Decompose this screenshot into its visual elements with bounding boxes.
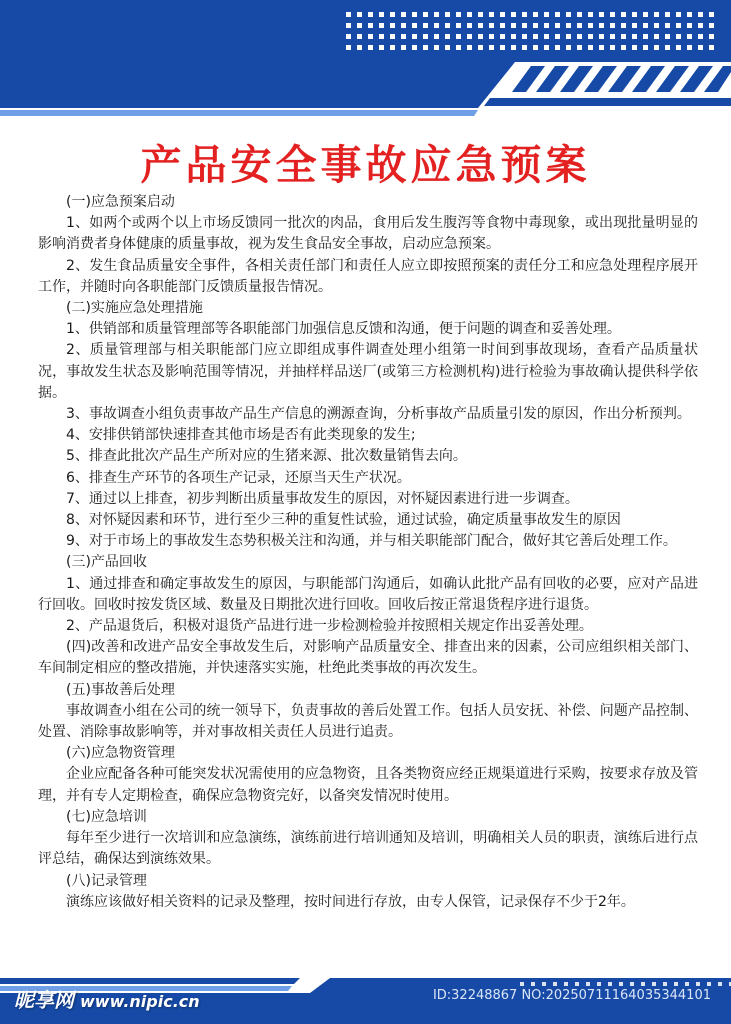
decorative-dot <box>577 12 582 17</box>
decorative-dot <box>412 34 417 39</box>
decorative-dot <box>643 12 648 17</box>
decorative-dot <box>368 34 373 39</box>
decorative-dot <box>522 45 527 50</box>
decorative-dot <box>544 34 549 39</box>
decorative-dot <box>586 982 590 986</box>
decorative-dot <box>368 23 373 28</box>
decorative-dot <box>641 982 645 986</box>
decorative-dot <box>654 12 659 17</box>
decorative-dot <box>599 45 604 50</box>
decorative-dot <box>687 23 692 28</box>
decorative-dot <box>608 982 612 986</box>
decorative-dot <box>511 45 516 50</box>
decorative-dot <box>687 45 692 50</box>
section-heading: (七)应急培训 <box>66 808 147 825</box>
decorative-dot <box>478 45 483 50</box>
top-banner-diagonal-stripes <box>512 66 731 92</box>
decorative-dot <box>665 12 670 17</box>
decorative-dot <box>621 34 626 39</box>
decorative-dot <box>707 982 711 986</box>
decorative-dot <box>643 23 648 28</box>
decorative-dot <box>544 12 549 17</box>
decorative-dot <box>379 12 384 17</box>
decorative-dot <box>357 12 362 17</box>
decorative-dot <box>522 12 527 17</box>
decorative-dot <box>423 12 428 17</box>
decorative-dot <box>522 34 527 39</box>
decorative-dot <box>445 23 450 28</box>
paragraph: 2、质量管理部与相关职能部门应立即组成事件调查处理小组第一时间到事故现场，查看产品质量状况，事故发生状态及影响范围等情况，并抽样样品送厂(或第三方检测机构)进行检验为事故确认提供科学依据。 <box>38 342 698 401</box>
decorative-dot <box>346 45 351 50</box>
section-heading: (八)记录管理 <box>66 872 147 889</box>
paragraph: 5、排查此批次产品生产所对应的生猪来源、批次数量销售去向。 <box>66 448 467 465</box>
decorative-dot <box>654 34 659 39</box>
decorative-dot <box>423 34 428 39</box>
decorative-dot <box>390 34 395 39</box>
section-heading: (三)产品回收 <box>66 554 147 571</box>
decorative-dot <box>665 23 670 28</box>
decorative-dot <box>489 45 494 50</box>
decorative-dot <box>698 45 703 50</box>
decorative-dot <box>357 23 362 28</box>
decorative-dot <box>663 982 667 986</box>
decorative-dot <box>676 34 681 39</box>
decorative-dot <box>588 12 593 17</box>
decorative-dot <box>522 23 527 28</box>
decorative-dot <box>632 23 637 28</box>
paragraph: 企业应配备各种可能突发状况需使用的应急物资，且各类物资应经正规渠道进行采购，按要求存放及管理，并有专人定期检查，确保应急物资完好，以备突发情况时使用。 <box>38 766 698 804</box>
decorative-dot <box>709 45 714 50</box>
decorative-dot <box>390 23 395 28</box>
decorative-dot <box>379 23 384 28</box>
decorative-dot <box>566 45 571 50</box>
decorative-dot <box>555 23 560 28</box>
decorative-dot <box>676 12 681 17</box>
decorative-dot <box>357 45 362 50</box>
watermark-url: www.nipic.cn <box>80 992 200 1011</box>
decorative-dot <box>445 12 450 17</box>
decorative-dot <box>621 23 626 28</box>
decorative-dot <box>542 982 546 986</box>
decorative-dot <box>531 982 535 986</box>
decorative-dot <box>423 45 428 50</box>
paragraph: 6、排查生产环节的各项生产记录，还原当天生产状况。 <box>66 469 411 486</box>
decorative-dot <box>588 45 593 50</box>
decorative-dot <box>467 45 472 50</box>
paragraph: 演练应该做好相关资料的记录及整理，按时间进行存放，由专人保管，记录保存不少于2年。 <box>66 893 635 910</box>
paragraph: 2、发生食品质量安全事件，各相关责任部门和责任人应立即按照预案的责任分工和应急处理程序展开工作，并随时向各职能部门反馈质量报告情况。 <box>38 257 698 295</box>
paragraph: 2、产品退货后，积极对退货产品进行进一步检测检验并按照相关规定作出妥善处理。 <box>66 618 593 635</box>
top-banner-accent-bar <box>484 98 731 106</box>
paragraph: 7、通过以上排查，初步判断出质量事故发生的原因，对怀疑因素进行进一步调查。 <box>66 490 579 507</box>
decorative-dot <box>456 23 461 28</box>
decorative-dot <box>610 12 615 17</box>
decorative-dot <box>379 34 384 39</box>
section-heading: (六)应急物资管理 <box>66 745 175 762</box>
decorative-dot <box>434 45 439 50</box>
decorative-dot <box>665 34 670 39</box>
decorative-dot <box>643 34 648 39</box>
decorative-dot <box>489 12 494 17</box>
paragraph: 1、如两个或两个以上市场反馈同一批次的肉品，食用后发生腹泻等食物中毒现象，或出现批量明显的影响消费者身体健康的质量事故，视为发生食品安全事故，启动应急预案。 <box>38 215 698 253</box>
decorative-dot <box>652 982 656 986</box>
decorative-dot <box>379 45 384 50</box>
decorative-dot <box>566 23 571 28</box>
decorative-dot <box>390 45 395 50</box>
decorative-dot <box>434 34 439 39</box>
decorative-dot <box>478 23 483 28</box>
decorative-dot <box>610 23 615 28</box>
watermark-id: ID:32248867 NO:20250711164035344101 <box>432 988 711 1003</box>
decorative-dot <box>445 34 450 39</box>
decorative-dot <box>577 45 582 50</box>
decorative-dot <box>500 23 505 28</box>
decorative-dot <box>709 23 714 28</box>
decorative-dot <box>564 982 568 986</box>
decorative-dot <box>434 12 439 17</box>
decorative-dot <box>445 45 450 50</box>
decorative-dot <box>478 12 483 17</box>
decorative-dot <box>412 45 417 50</box>
decorative-dot <box>412 23 417 28</box>
decorative-dot <box>533 34 538 39</box>
decorative-dot <box>423 23 428 28</box>
decorative-dot <box>577 23 582 28</box>
decorative-dot <box>500 45 505 50</box>
decorative-dot <box>676 45 681 50</box>
decorative-dot <box>555 45 560 50</box>
decorative-dot <box>718 982 722 986</box>
top-banner-light-stripe <box>0 110 478 116</box>
paragraph: 4、安排供销部快速排查其他市场是否有此类现象的发生; <box>66 427 416 444</box>
decorative-dot <box>500 34 505 39</box>
decorative-dot <box>599 12 604 17</box>
decorative-dot <box>467 12 472 17</box>
watermark-site-name: 昵享网 <box>14 988 74 1012</box>
decorative-dot <box>346 23 351 28</box>
decorative-dot <box>401 23 406 28</box>
paragraph: 1、供销部和质量管理部等各职能部门加强信息反馈和沟通，便于问题的调查和妥善处理。 <box>66 321 621 338</box>
decorative-dot <box>467 34 472 39</box>
decorative-dot <box>676 23 681 28</box>
document-body <box>38 192 698 913</box>
decorative-dot <box>401 34 406 39</box>
decorative-dot <box>687 34 692 39</box>
decorative-dot <box>696 982 700 986</box>
decorative-dot <box>588 34 593 39</box>
decorative-dot <box>665 45 670 50</box>
decorative-dot <box>674 982 678 986</box>
decorative-dot <box>544 45 549 50</box>
paragraph: (四)改善和改进产品安全事故发生后，对影响产品质量安全、排查出来的因素，公司应组织相关部门、车间制定相应的整改措施，并快速落实实施，杜绝此类事故的再次发生。 <box>38 639 698 677</box>
decorative-dot <box>511 34 516 39</box>
decorative-dot <box>401 12 406 17</box>
decorative-dot <box>456 12 461 17</box>
decorative-dot <box>434 23 439 28</box>
decorative-dot <box>555 34 560 39</box>
decorative-dot <box>599 23 604 28</box>
decorative-dot <box>553 982 557 986</box>
paragraph: 1、通过排查和确定事故发生的原因，与职能部门沟通后，如确认此批产品有回收的必要，应对产品进行回收。回收时按发货区域、数量及日期批次进行回收。回收后按正常退货程序进行退货。 <box>38 575 698 613</box>
watermark-site <box>14 984 200 1013</box>
decorative-dot <box>632 45 637 50</box>
decorative-dot <box>500 12 505 17</box>
decorative-dot <box>619 982 623 986</box>
decorative-dot <box>456 34 461 39</box>
decorative-dot <box>566 34 571 39</box>
decorative-dot <box>610 45 615 50</box>
decorative-dot <box>467 23 472 28</box>
paragraph: 每年至少进行一次培训和应急演练，演练前进行培训通知及培训，明确相关人员的职责，演练后进行点评总结，确保达到演练效果。 <box>38 830 698 868</box>
decorative-dot <box>630 982 634 986</box>
section-heading: (二)实施应急处理措施 <box>66 300 203 317</box>
decorative-dot <box>685 982 689 986</box>
decorative-dot <box>566 12 571 17</box>
page-title: 产品安全事故应急预案 <box>140 141 591 189</box>
decorative-dot <box>575 982 579 986</box>
decorative-dot <box>346 34 351 39</box>
section-heading: (五)事故善后处理 <box>66 681 175 698</box>
decorative-dot <box>654 23 659 28</box>
paragraph: 3、事故调查小组负责事故产品生产信息的溯源查询，分析事故产品质量引发的原因，作出分析预判。 <box>66 406 691 423</box>
decorative-dot <box>621 12 626 17</box>
section-heading: (一)应急预案启动 <box>66 194 175 210</box>
decorative-dot <box>698 34 703 39</box>
decorative-dot <box>368 45 373 50</box>
decorative-dot <box>401 45 406 50</box>
decorative-dot <box>621 45 626 50</box>
decorative-dot <box>698 12 703 17</box>
decorative-dot <box>412 12 417 17</box>
decorative-dot <box>368 12 373 17</box>
decorative-dot <box>597 982 601 986</box>
decorative-dot <box>643 45 648 50</box>
decorative-dot <box>577 34 582 39</box>
top-banner <box>0 0 731 120</box>
decorative-dot <box>709 34 714 39</box>
decorative-dot <box>599 34 604 39</box>
decorative-dot <box>687 12 692 17</box>
decorative-dot <box>357 34 362 39</box>
decorative-dot <box>478 34 483 39</box>
decorative-dot <box>709 12 714 17</box>
decorative-dot <box>610 34 615 39</box>
decorative-dot <box>511 23 516 28</box>
decorative-dot <box>632 12 637 17</box>
paragraph: 8、对怀疑因素和环节，进行至少三种的重复性试验，通过试验，确定质量事故发生的原因 <box>66 512 621 529</box>
decorative-dot <box>533 12 538 17</box>
decorative-dot <box>456 45 461 50</box>
decorative-dot <box>698 23 703 28</box>
decorative-dot <box>489 34 494 39</box>
decorative-dot <box>533 45 538 50</box>
decorative-dot <box>346 12 351 17</box>
decorative-dot <box>654 45 659 50</box>
decorative-dot <box>390 12 395 17</box>
decorative-dot <box>533 23 538 28</box>
decorative-dot <box>511 12 516 17</box>
decorative-dot <box>632 34 637 39</box>
decorative-dot <box>588 23 593 28</box>
decorative-dot <box>544 23 549 28</box>
paragraph: 9、对于市场上的事故发生态势积极关注和沟通，并与相关职能部门配合，做好其它善后处理工作。 <box>66 533 677 550</box>
decorative-dot <box>555 12 560 17</box>
decorative-dot <box>489 23 494 28</box>
paragraph: 事故调查小组在公司的统一领导下，负责事故的善后处置工作。包括人员安抚、补偿、问题产品控制、处置、消除事故影响等，并对事故相关责任人员进行追责。 <box>38 702 698 741</box>
decorative-dot <box>520 982 524 986</box>
